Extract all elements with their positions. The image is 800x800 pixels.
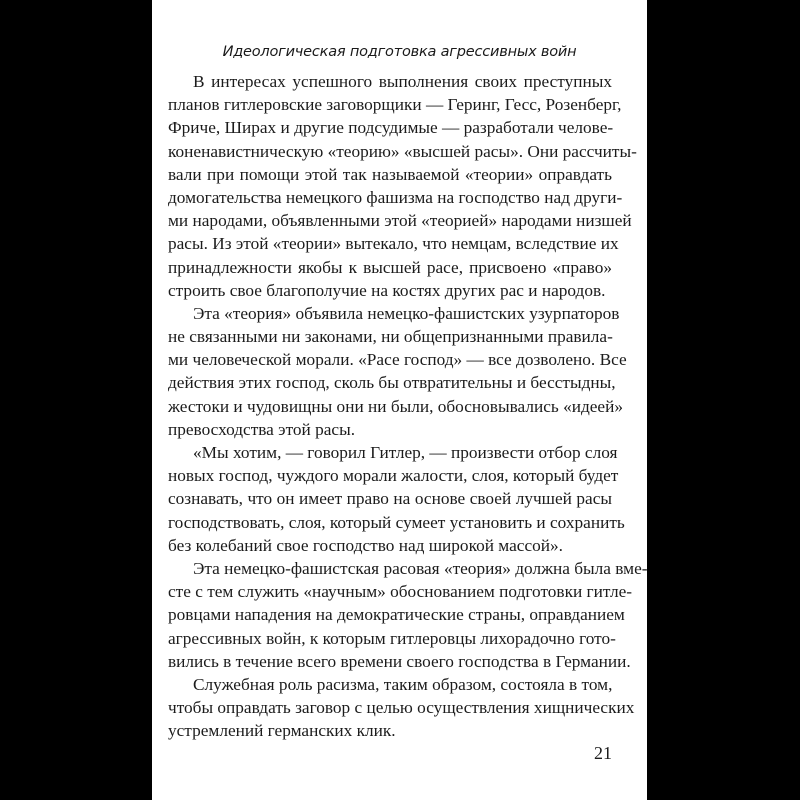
paragraph (168, 302, 627, 441)
text-line: планов гитлеровские заговорщики — Геринг, Гесс, Розенберг, (168, 95, 622, 115)
text-line: ми народами, объявленными этой «теорией» народами низшей (168, 211, 632, 231)
paragraph (168, 557, 648, 673)
text-line: «Мы хотим, — говорил Гитлер, — произвести отбор слоя (193, 443, 618, 462)
text-line: сознавать, что он имеет право на основе своей лучшей расы (168, 489, 612, 509)
text-line: чтобы оправдать заговор с целью осуществления хищнических (168, 698, 635, 718)
page-body-text (168, 70, 648, 742)
text-line: действия этих господ, сколь бы отвратительны и бесстыдны, (168, 373, 616, 393)
text-line: превосходства этой расы. (168, 419, 356, 439)
paragraph (168, 673, 635, 743)
text-line: ровцами нападения на демократические страны, оправданием (168, 605, 625, 625)
text-line: сте с тем служить «научным» обоснованием подготовки гитле- (168, 582, 633, 602)
paragraph (168, 441, 625, 557)
text-line: строить свое благополучие на костях других рас и народов. (168, 280, 606, 300)
text-line: В интересах успешного выполнения своих преступных (193, 72, 612, 91)
text-line: без колебаний свое господство над широкой массой». (168, 535, 563, 555)
text-line: коненавистническую «теорию» «высшей расы». Они рассчиты- (168, 141, 637, 161)
page-number: 21 (594, 743, 612, 763)
text-line: господствовать, слоя, который сумеет установить и сохранить (168, 512, 625, 532)
text-line: не связанными ни законами, ни общепризнанными правила- (168, 327, 613, 347)
text-line: домогательства немецкого фашизма на господство над други- (168, 187, 623, 207)
text-line: Эта «теория» объявила немецко-фашистских узурпаторов (193, 303, 620, 323)
text-line: Служебная роль расизма, таким образом, состояла в том, (193, 674, 613, 694)
paragraph (168, 70, 637, 302)
text-line: новых господ, чуждого морали жалости, слоя, который будет (168, 466, 619, 486)
text-line: вали при помощи этой так называемой «теории» оправдать (168, 164, 612, 184)
text-line: жестоки и чудовищны они ни были, обосновывались «идеей» (168, 396, 623, 416)
book-page (152, 0, 647, 800)
text-line: расы. Из этой «теории» вытекало, что немцам, вследствие их (168, 234, 619, 254)
text-line: устремлений германских клик. (168, 721, 396, 741)
text-line: Фриче, Ширах и другие подсудимые — разработали челове- (168, 118, 614, 138)
running-heading: Идеологическая подготовка агрессивных войн (222, 44, 577, 60)
text-line: ми человеческой морали. «Расе господ» — все дозволено. Все (168, 350, 627, 370)
text-line: вились в течение всего времени своего господства в Германии. (168, 651, 631, 671)
text-line: принадлежности якобы к высшей расе, присвоено «право» (168, 257, 612, 277)
text-line: Эта немецко-фашистская расовая «теория» должна была вме- (193, 558, 648, 578)
text-line: агрессивных войн, к которым гитлеровцы лихорадочно гото- (168, 628, 616, 648)
